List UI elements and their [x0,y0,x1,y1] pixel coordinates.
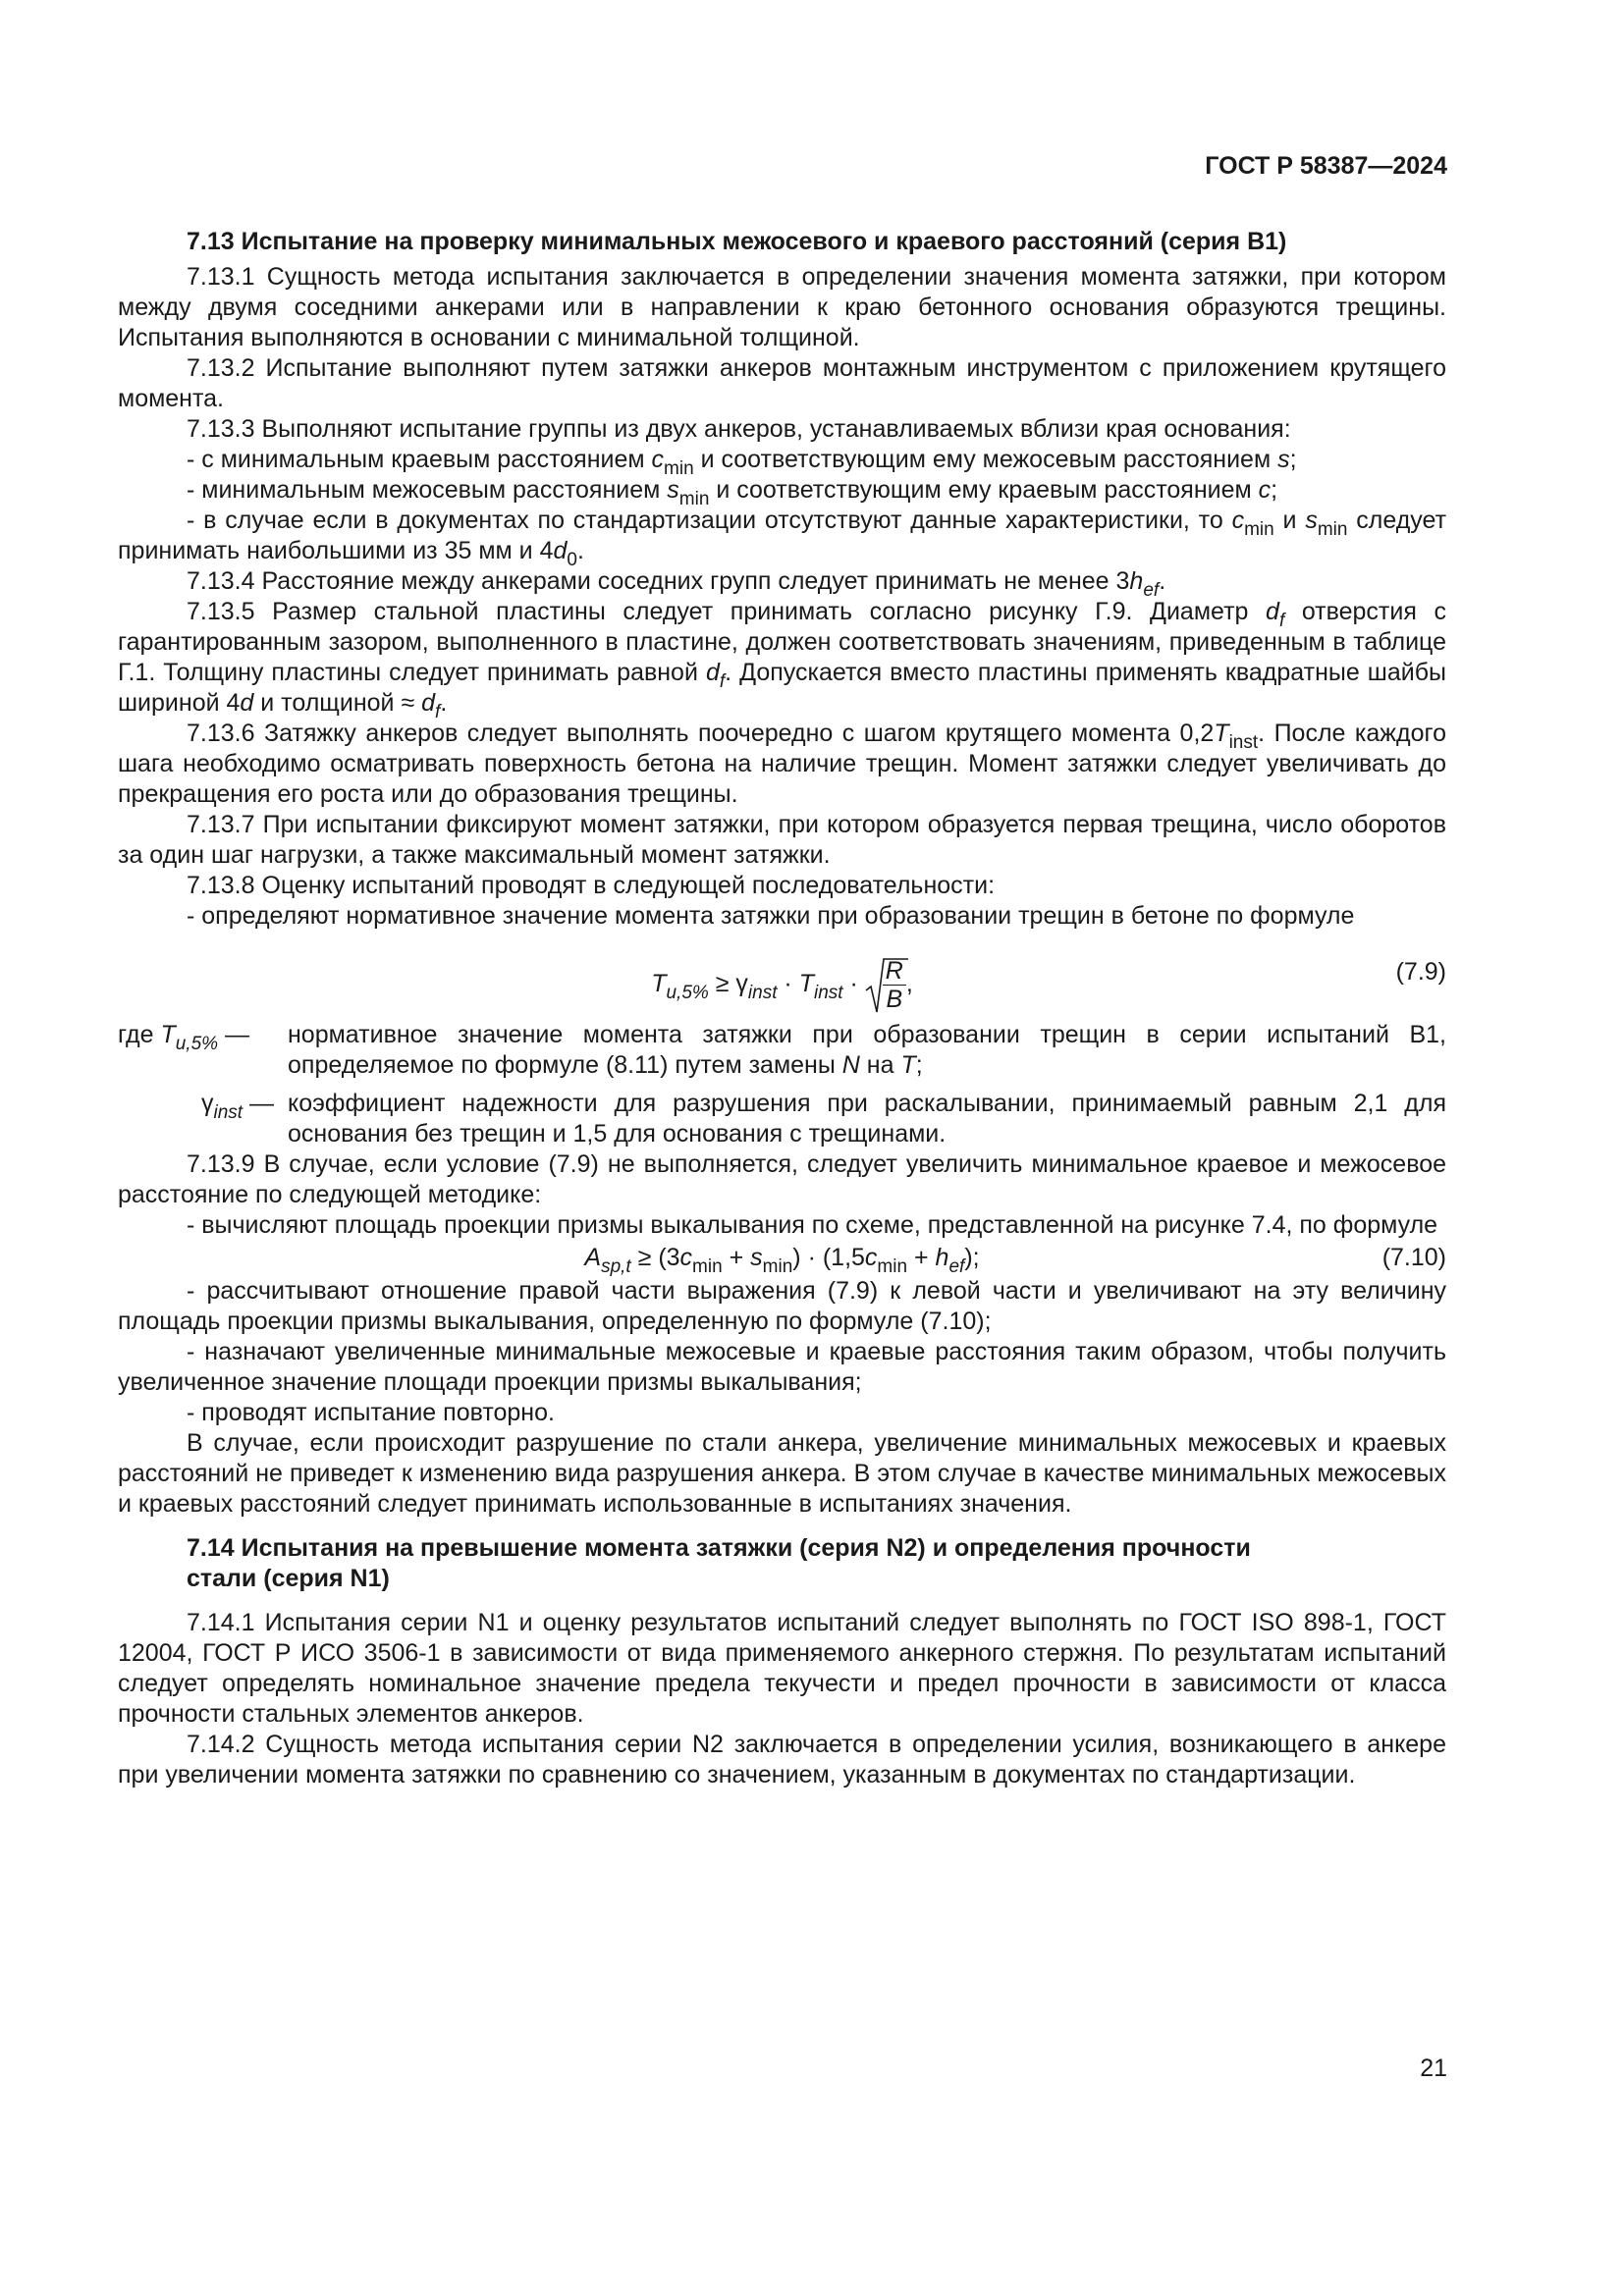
section-heading-7-14: 7.14 Испытания на превышение момента затяжки (серия N2) и определения прочности стали (серия N1) [187,1534,1251,1592]
formula-7-9-number: (7.9) [1395,958,1446,986]
where-label-gamma: $\gamma_{inst}$ — [200,1090,274,1123]
paragraph-7-13-7: 7.13.7 При испытании фиксируют момент затяжки, при котором образуется первая трещина, число оборотов за один шаг нагрузки, а также максимальный момент затяжки. [118,811,1446,869]
formula-7-9 [118,939,1446,1014]
paragraph-steel-failure: В случае, если происходит разрушение по стали анкера, увеличение минимальных межосевых и краевых расстояний не приведет к изменению вида разрушения анкера. В этом случае в качестве минимальных межосевых и краевых расстояний следует принимать использованные в испытаниях значения. [118,1429,1446,1518]
list-item-compute-area: - вычисляют площадь проекции призмы выкалывания по схеме, представленной на рисунке 7.4, по формуле [187,1211,1438,1239]
list-item-normative-value: - определяют нормативное значение момента затяжки при образовании трещин в бетоне по формуле [187,902,1355,930]
where-text-t: нормативное значение момента затяжки при образовании трещин в серии испытаний В1, определяемое по формуле (8.11) путем замены N на T; [288,1021,1446,1079]
formula-7-10-number: (7.10) [1381,1244,1446,1271]
formula-explanation [118,1020,1446,1149]
radical-sign-icon [865,957,908,1016]
paragraph-7-13-2: 7.13.2 Испытание выполняют путем затяжки анкеров монтажным инструментом с приложением крутящего момента. [118,354,1446,412]
where-text-gamma: коэффициент надежности для разрушения при раскалывании, принимаемый равным 2,1 для основания без трещин и 1,5 для основания с трещинами. [288,1090,1446,1148]
document-code: ГОСТ Р 58387—2024 [1205,152,1447,180]
list-item-default-values: - в случае если в документах по стандартизации отсутствуют данные характеристики, то $c_{min}$ и $s_{min}$ следует принимать наибольшими из 35 мм и $4d_0$. [118,507,1447,570]
paragraph-7-14-2: 7.14.2 Сущность метода испытания серии N2 заключается в определении усилия, возникающего в анкере при увеличении момента затяжки по сравнению со значением, указанным в документах по стандартизации. [118,1731,1446,1789]
paragraph-7-13-5: 7.13.5 Размер стальной пластины следует принимать согласно рисунку Г.9. Диаметр $d_f$ отверстия с гарантированным зазором, выполненного в пластине, должен соответствовать значениям, приведенным в таблице Г.1. Толщину пластины следует принимать равной $d_f$. Допускается вместо пластины применять квадратные шайбы шириной 4d и толщиной ≈ $d_f$. [118,598,1446,722]
formula-7-10 [118,1241,1446,1276]
list-item-min-spacing: - минимальным межосевым расстоянием $s_{min}$ и соответствующим ему краевым расстоянием c; [187,476,1278,509]
list-item-min-edge-distance: - с минимальным краевым расстоянием $c_{min}$ и соответствующим ему межосевым расстоянием s; [187,446,1297,479]
section-heading-7-13: 7.13 Испытание на проверку минимальных межосевого и краевого расстояний (серия В1) [187,228,1287,255]
paragraph-7-13-4: 7.13.4 Расстояние между анкерами соседних групп следует принимать не менее $3h_{ef}$. [187,567,1166,601]
formula-7-9-expression: $T_{u,5\%} \ge \gamma_{inst} \cdot T_{inst}$ · $\frac{R}{B}$ , [118,957,1446,1013]
page-number: 21 [1420,2055,1447,2082]
paragraph-7-13-8: 7.13.8 Оценку испытаний проводят в следующей последовательности: [187,872,996,899]
paragraph-7-14-1: 7.14.1 Испытания серии N1 и оценку результатов испытаний следует выполнять по ГОСТ ISO 898-1, ГОСТ 12004, ГОСТ Р ИСО 3506-1 в зависимости от вида применяемого анкерного стержня. По результатам испытаний следует определять номинальное значение предела текучести и предел прочности в зависимости от класса прочности стальных элементов анкеров. [118,1609,1446,1728]
paragraph-7-13-3: 7.13.3 Выполняют испытание группы из двух анкеров, устанавливаемых вблизи края основания: [187,415,1291,443]
paragraph-7-13-1: 7.13.1 Сущность метода испытания заключается в определении значения момента затяжки, при котором между двумя соседними анкерами или в направлении к краю бетонного основания образуются трещины. Испытания выполняются в основании с минимальной толщиной. [118,263,1446,351]
paragraph-7-13-9: 7.13.9 В случае, если условие (7.9) не выполняется, следует увеличить минимальное краевое и межосевое расстояние по следующей методике: [118,1150,1446,1208]
square-root [865,957,906,1013]
list-item-repeat-test: - проводят испытание повторно. [187,1399,555,1426]
list-item-ratio: - рассчитывают отношение правой части выражения (7.9) к левой части и увеличивают на эту величину площадь проекции призмы выкалывания, определенную по формуле (7.10); [118,1277,1446,1335]
list-item-assign-distances: - назначают увеличенные минимальные межосевые и краевые расстояния таким образом, чтобы получить увеличенное значение площади проекции призмы выкалывания; [118,1338,1446,1396]
formula-7-10-expression: $A_{sp,t} \ge (3c_{min} + s_{min}) \cdot (1,5c_{min} + h_{ef})$; [584,1244,980,1277]
fraction-r-over-b: $\frac{R}{B}$ [883,957,906,1013]
paragraph-7-13-6: 7.13.6 Затяжку анкеров следует выполнять поочередно с шагом крутящего момента $0,2T_{inst}$. После каждого шага необходимо осматривать поверхность бетона на наличие трещин. Момент затяжки следует увеличивать до прекращения его роста или до образования трещины. [118,720,1446,808]
page-content [118,227,1446,1790]
where-label-t: где $T_{u,5\%}$ — [118,1021,249,1054]
